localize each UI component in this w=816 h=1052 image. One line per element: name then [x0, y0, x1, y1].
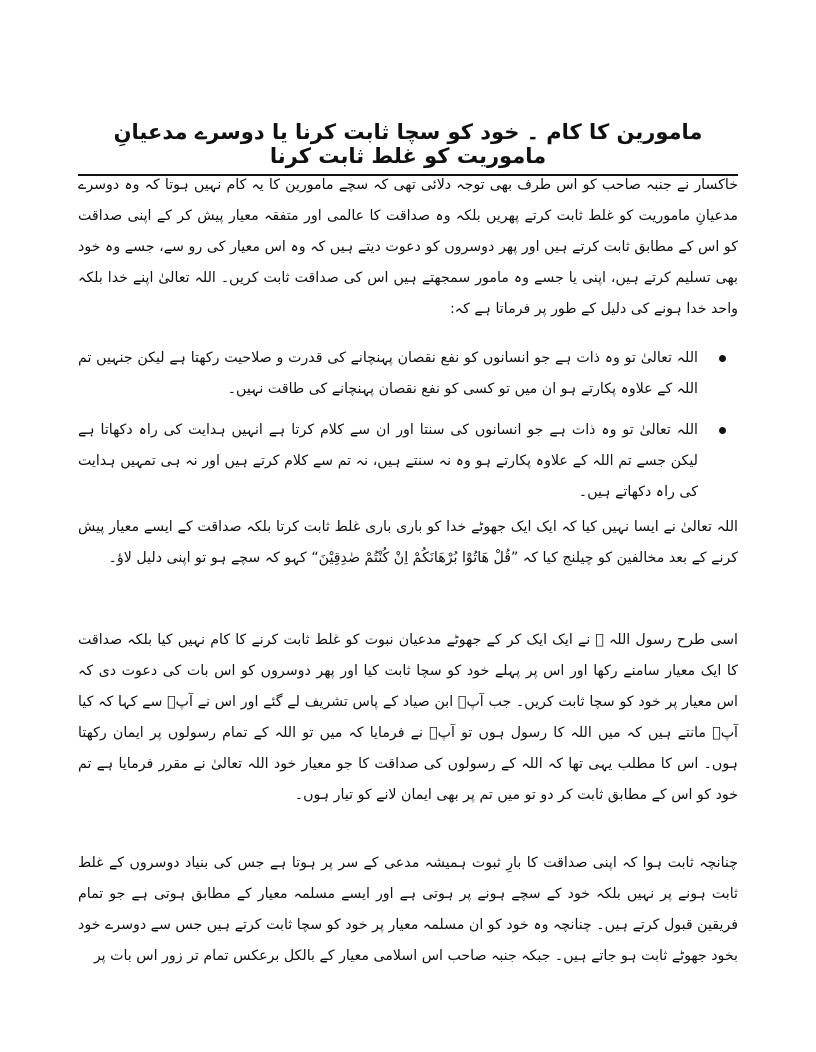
- bullet-dot-icon: [719, 355, 726, 362]
- bullet-text: اللہ تعالیٰ تو وہ ذات ہے جو انسانوں کی سنتا اور ان سے کلام کرتا ہے انہیں ہدایت کی راہ دکھاتا ہے لیکن جسے تم اللہ کے علاوہ پکارتے ہو وہ نہ سنتے ہیں، نہ تم سے کلام کرتے ہیں اور نہ ہی تمہیں ہدایت کی راہ دکھاتے ہیں۔: [78, 422, 698, 500]
- page-title-text: مامورین کا کام ۔ خود کو سچا ثابت کرنا یا دوسرے مدعیانِ ماموریت کو غلط ثابت کرنا: [78, 120, 738, 176]
- bullet-list: [78, 343, 738, 518]
- bullet-text: اللہ تعالیٰ تو وہ ذات ہے جو انسانوں کو نفع نقصان پہنچانے کی قدرت و صلاحیت رکھتا ہے لیکن جنہیں تم اللہ کے علاوہ پکارتے ہو ان میں تو کسی کو نفع نقصان پہنچانے کی طاقت نہیں۔: [78, 350, 698, 397]
- bullet-dot-icon: [719, 427, 726, 434]
- bullet-item: [78, 343, 738, 405]
- bullet-item: [78, 415, 738, 508]
- paragraph-conclusion: چنانچہ ثابت ہوا کہ اپنی صداقت کا بارِ ثبوت ہمیشہ مدعی کے سر پر ہوتا ہے جس کی بنیاد دوسروں کے غلط ثابت ہونے پر نہیں بلکہ خود کے سچے ہونے پر ہوتی ہے اور ایسے مسلمہ معیار کے مطابق ہوتی ہے جو تمام فریقین قبول کرتے ہیں۔ چنانچہ وہ خود کو ان مسلمہ معیار پر خود کو سچا ثابت کرتے ہیں جس سے دوسرے خود بخود جھوٹے ثابت ہو جاتے ہیں۔ جبکہ جنبہ صاحب اس اسلامی معیار کے بالکل برعکس تمام تر زور اس بات پر: [78, 855, 738, 964]
- paragraph-prophet-example: اسی طرح رسول اللہ ﷺ نے ایک ایک کر کے جھوٹے مدعیان نبوت کو غلط ثابت کرنے کا کام نہیں کیا بلکہ صداقت کا ایک معیار سامنے رکھا اور اس پر پہلے خود کو سچا ثابت کیا اور پھر دوسروں کو اس بات کی دعوت دی کہ اس معیار پر خود کو سچا ثابت کریں۔ جب آپؐ ابن صیاد کے پاس تشریف لے گئے اور اس نے آپؐ سے کہا کہ کیا آپؐ مانتے ہیں کہ میں اللہ کا رسول ہوں تو آپؐ نے فرمایا کہ میں تو اللہ کے تمام رسولوں پر ایمان رکھتا ہوں۔ اس کا مطلب یہی تھا کہ اللہ کے رسولوں کی صداقت کا جو معیار خود اللہ تعالیٰ نے مقرر فرمایا ہے تم خود کو اس کے مطابق ثابت کر دو تو میں تم پر بھی ایمان لانے کو تیار ہوں۔: [78, 632, 738, 803]
- paragraph-intro: خاکسار نے جنبہ صاحب کو اس طرف بھی توجہ دلائی تھی کہ سچے مامورین کا یہ کام نہیں ہوتا کہ وہ دوسرے مدعیانِ ماموریت کو غلط ثابت کرتے پھریں بلکہ وہ صداقت کا عالمی اور متفقہ معیار پیش کر کے اپنی صداقت کو اس کے مطابق ثابت کرتے ہیں اور پھر دوسروں کو دعوت دیتے ہیں کہ وہ اس معیار کی رو سے، جسے وہ خود بھی تسلیم کرتے ہیں، اپنی یا جسے وہ مامور سمجھتے ہیں اس کی صداقت ثابت کریں۔ اللہ تعالیٰ اپنے خدا بلکہ واحد خدا ہونے کی دلیل کے طور پر فرماتا ہے کہ:: [78, 177, 738, 317]
- paragraph-challenge: اللہ تعالیٰ نے ایسا نہیں کیا کہ ایک ایک جھوٹے خدا کو باری باری غلط ثابت کرتا بلکہ صداقت کے ایسے معیار پیش کرنے کے بعد مخالفین کو چیلنج کیا کہ ”قُلْ هَاتُوْا بُرْهَانَكُمْ اِنْ كُنْتُمْ صٰدِقِيْنَ“ کہو کہ سچے ہو تو اپنی دلیل لاؤ۔: [78, 519, 738, 566]
- page-title: [78, 120, 738, 176]
